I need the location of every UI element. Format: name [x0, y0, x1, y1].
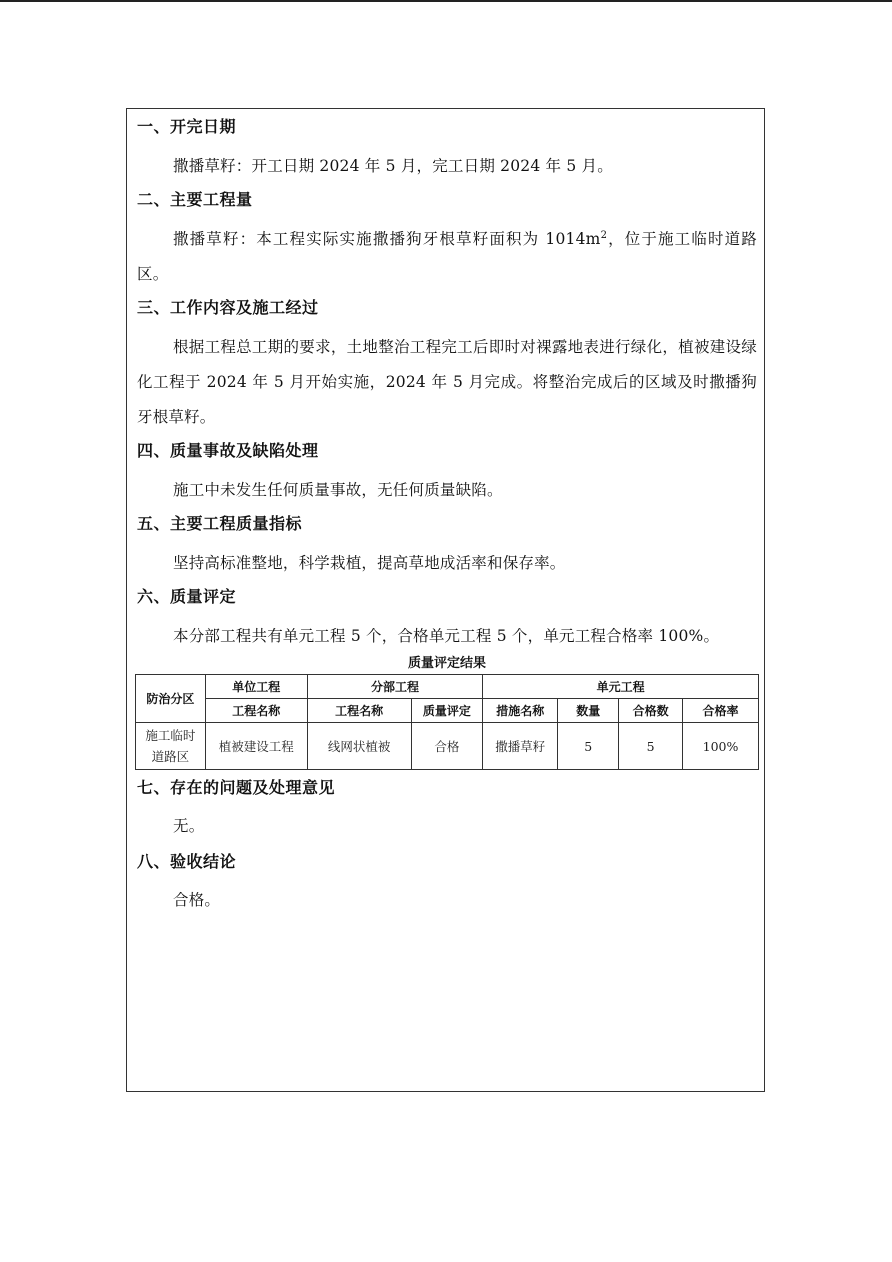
table-header-unit-name: 工程名称 [205, 699, 307, 723]
table-header-zone: 防治分区 [136, 675, 206, 723]
table-cell-count: 5 [558, 723, 619, 770]
quantities-text-main: 撒播草籽：本工程实际实施撒播狗牙根草籽面积为 1014m [173, 230, 601, 248]
table-header-element-project: 单元工程 [483, 675, 759, 699]
quantities-text-superscript: 2 [600, 229, 608, 241]
table-cell-unit-project: 植被建设工程 [205, 723, 307, 770]
table-cell-sub-project: 线网状植被 [307, 723, 411, 770]
report-frame [126, 108, 765, 1092]
table-cell-zone [136, 723, 206, 770]
quality-table [135, 674, 759, 770]
table-row [136, 723, 759, 770]
table-header-sub-name: 工程名称 [307, 699, 411, 723]
table-header-count: 数量 [558, 699, 619, 723]
section-text-defects: 施工中未发生任何质量事故，无任何质量缺陷。 [173, 481, 503, 499]
table-header-measure: 措施名称 [483, 699, 558, 723]
report-content [137, 115, 757, 924]
table-header-qualified: 合格数 [619, 699, 683, 723]
section-text-quality-assessment: 本分部工程共有单元工程 5 个，合格单元工程 5 个，单元工程合格率 100%。 [173, 627, 720, 645]
section-heading-quantities: 二、主要工程量 [137, 190, 253, 209]
section-heading-conclusion: 八、验收结论 [137, 852, 237, 871]
section-text-work-content: 根据工程总工期的要求，土地整治工程完工后即时对裸露地表进行绿化，植被建设绿化工程于 2024 年 5 月开始实施，2024 年 5 月完成。将整治完成后的区域及时撒播狗牙根草籽。 [137, 338, 757, 426]
table-header-rate: 合格率 [683, 699, 759, 723]
section-text-quality-indicators: 坚持高标准整地，科学栽植，提高草地成活率和保存率。 [173, 554, 566, 572]
section-heading-defects: 四、质量事故及缺陷处理 [137, 441, 319, 460]
table-cell-rate: 100% [683, 723, 759, 770]
section-heading-issues: 七、存在的问题及处理意见 [137, 778, 336, 797]
table-header-row-top [136, 675, 759, 699]
page-top-rule [0, 0, 892, 2]
section-heading-quality-assessment: 六、质量评定 [137, 587, 237, 606]
section-text-issues: 无。 [173, 817, 205, 835]
table-header-unit-project: 单位工程 [205, 675, 307, 699]
section-heading-dates: 一、开完日期 [137, 117, 237, 136]
table-cell-quality: 合格 [411, 723, 483, 770]
table-cell-qualified: 5 [619, 723, 683, 770]
table-header-row-sub [136, 699, 759, 723]
table-title: 质量评定结果 [407, 656, 486, 671]
section-text-conclusion: 合格。 [173, 891, 221, 909]
table-header-sub-project: 分部工程 [307, 675, 483, 699]
quantities-text-tail: ，位于施工临时道路区。 [137, 230, 757, 283]
zone-line-1: 施工临时 [145, 728, 196, 743]
table-cell-measure: 撒播草籽 [483, 723, 558, 770]
section-heading-quality-indicators: 五、主要工程质量指标 [137, 514, 303, 533]
table-header-quality: 质量评定 [411, 699, 483, 723]
zone-line-2: 道路区 [151, 749, 190, 764]
section-text-quantities [137, 222, 757, 292]
section-heading-work-content: 三、工作内容及施工经过 [137, 298, 319, 317]
section-text-dates: 撒播草籽：开工日期 2024 年 5 月，完工日期 2024 年 5 月。 [173, 157, 613, 175]
